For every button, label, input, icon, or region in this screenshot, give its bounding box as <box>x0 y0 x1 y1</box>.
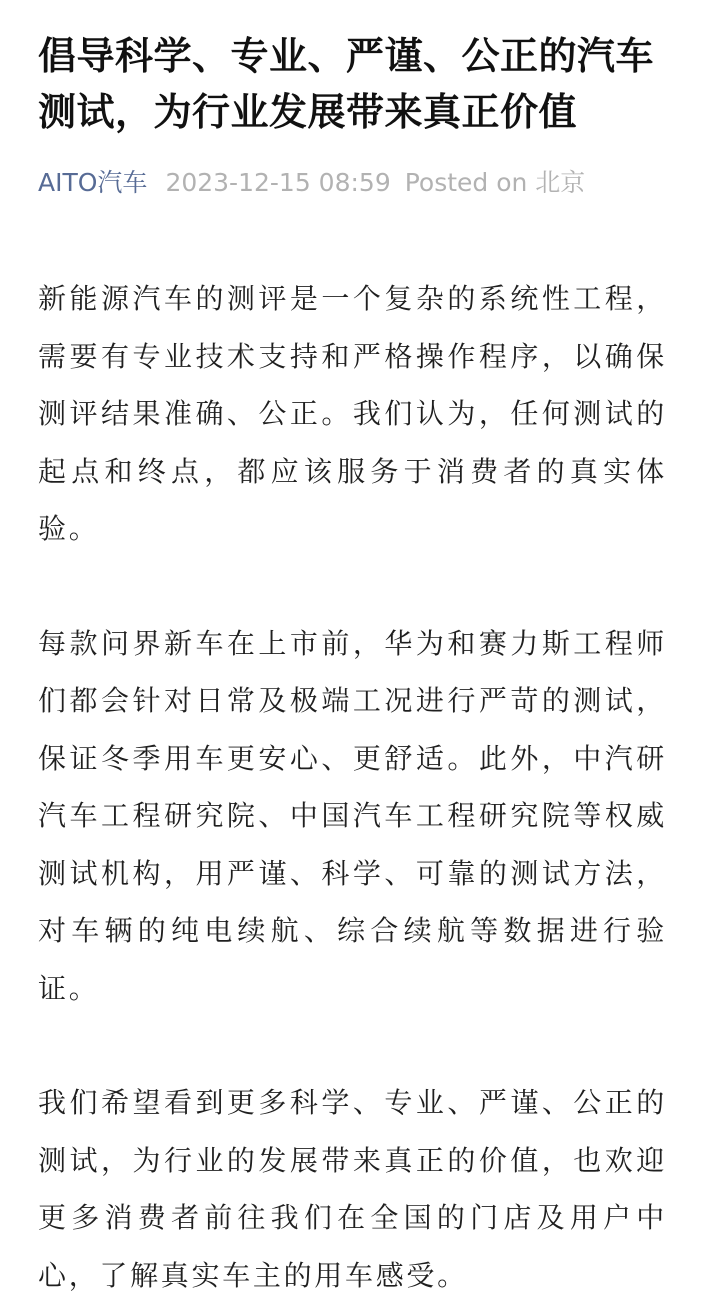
article-title: 倡导科学、专业、严谨、公正的汽车测试，为行业发展带来真正价值 <box>38 34 655 134</box>
publish-location: Posted on 北京 <box>404 168 586 197</box>
publish-time: 2023-12-15 08:59 <box>165 168 391 197</box>
source-account-link[interactable]: AITO汽车 <box>38 168 148 197</box>
body-paragraph-1: 新能源汽车的测评是一个复杂的系统性工程，需要有专业技术支持和严格操作程序，以确保测评结果准确、公正。我们认为，任何测试的起点和终点，都应该服务于消费者的真实体验。 <box>38 282 667 545</box>
article-body <box>38 270 667 1304</box>
body-paragraph-2: 每款问界新车在上市前，华为和赛力斯工程师们都会针对日常及极端工况进行严苛的测试，保证冬季用车更安心、更舒适。此外，中汽研汽车工程研究院、中国汽车工程研究院等权威测试机构，用严谨、科学、可靠的测试方法，对车辆的纯电续航、综合续航等数据进行验证。 <box>38 626 667 1005</box>
article-meta <box>38 166 667 200</box>
body-paragraph-3: 我们希望看到更多科学、专业、严谨、公正的测试，为行业的发展带来真正的价值，也欢迎更多消费者前往我们在全国的门店及用户中心，了解真实车主的用车感受。 <box>38 1086 667 1292</box>
